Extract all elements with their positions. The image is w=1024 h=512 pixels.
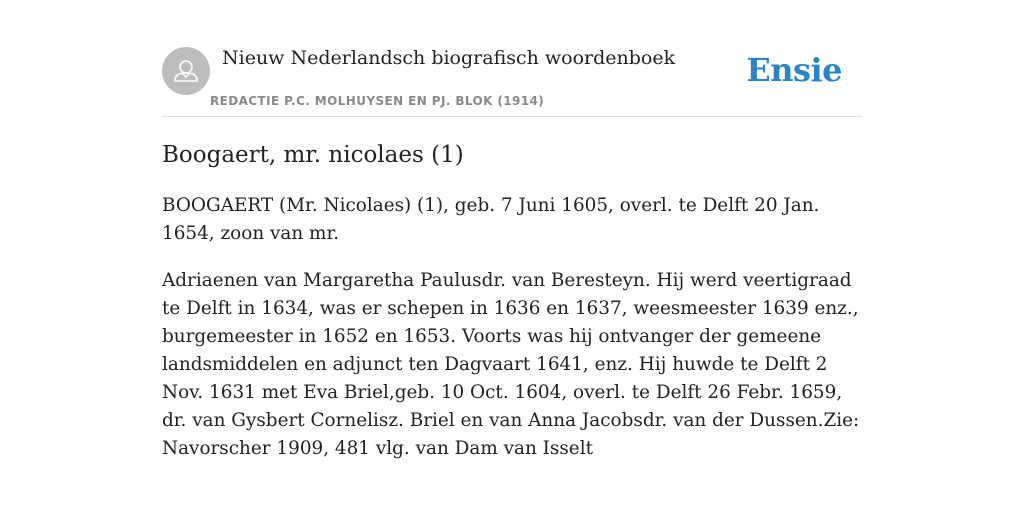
book-title[interactable]: Nieuw Nederlandsch biografisch woordenboek <box>222 47 676 69</box>
page-container <box>162 0 862 459</box>
user-avatar-icon[interactable] <box>162 47 210 95</box>
header <box>162 0 862 117</box>
entry-paragraph-1: BOOGAERT (Mr. Nicolaes) (1), geb. 7 Juni 1605, overl. te Delft 20 Jan. 1654, zoon van mr. <box>162 195 820 244</box>
user-outline-icon <box>162 47 210 95</box>
entry-title: Boogaert, mr. nicolaes (1) <box>162 142 464 168</box>
book-subtitle: REDACTIE P.C. MOLHUYSEN EN PJ. BLOK (1914) <box>210 94 545 108</box>
entry-paragraph-2: Adriaenen van Margaretha Paulusdr. van Beresteyn. Hij werd veertigraad te Delft in 1634, was er schepen in 1636 en 1637, weesmeester 1639 enz., burgemeester in 1652 en 1653. Voorts was hij ontvanger der gemeene landsmiddelen en adjunct ten Dagvaart 1641, enz. Hij huwde te Delft 2 Nov. 1631 met Eva Briel,geb. 10 Oct. 1604, overl. te Delft 26 Febr. 1659, dr. van Gysbert Cornelisz. Briel en van Anna Jacobsdr. van der Dussen.Zie: Navorscher 1909, 481 vlg. van Dam van Isselt <box>162 270 860 459</box>
ensie-logo-link[interactable]: Ensie <box>746 51 842 89</box>
